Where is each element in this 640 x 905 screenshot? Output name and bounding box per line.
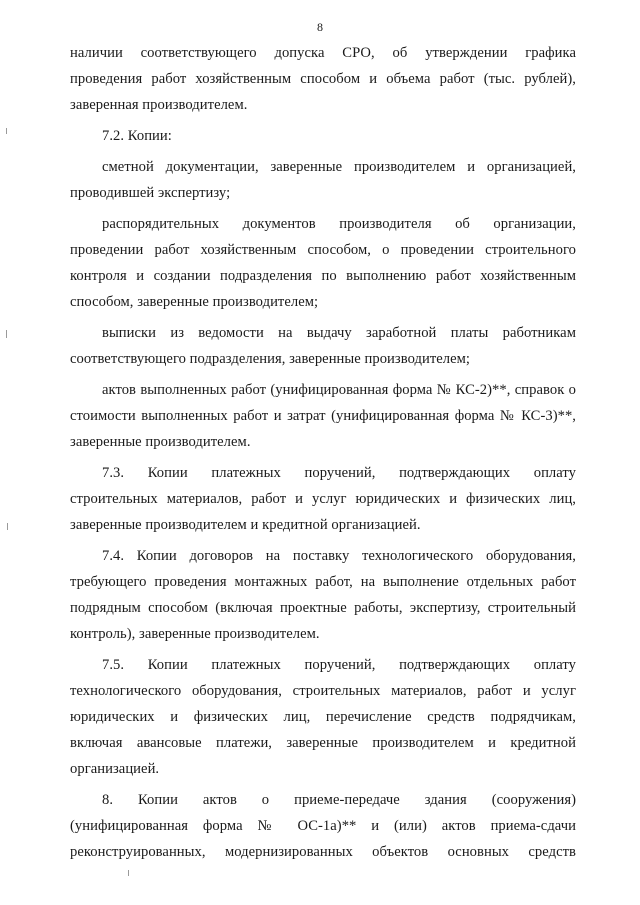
paragraph [70, 377, 576, 455]
text-line: подрядным способом (включая проектные работы, экспертизу, строительный [70, 600, 576, 616]
scan-mark [6, 128, 7, 134]
text-line: соответствующего подразделения, заверенные производителем; [70, 351, 471, 367]
text-line: стоимости выполненных работ и затрат (унифицированная форма № КС-3)**, [70, 408, 576, 424]
text-line: проводившей экспертизу; [70, 185, 231, 201]
text-line: 7.4. Копии договоров на поставку технологического оборудования, [102, 548, 576, 564]
text-line: сметной документации, заверенные производителем и организацией, [102, 159, 576, 175]
paragraph [70, 211, 576, 315]
text-line: реконструированных, модернизированных объектов основных средств [70, 844, 576, 860]
text-line: 7.3. Копии платежных поручений, подтверждающих оплату [102, 465, 576, 481]
text-line: строительных материалов, работ и услуг юридических и физических лиц, [70, 491, 576, 507]
text-line: выписки из ведомости на выдачу заработной платы работникам [102, 325, 576, 341]
text-line: включая авансовые платежи, заверенные производителем и кредитной [70, 735, 576, 751]
text-line: способом, заверенные производителем; [70, 294, 319, 310]
text-line: проведения работ хозяйственным способом и объема работ (тыс. рублей), [70, 71, 576, 87]
text-line: 7.5. Копии платежных поручений, подтверждающих оплату [102, 657, 576, 673]
text-line: заверенные производителем. [70, 434, 251, 450]
scan-mark [128, 870, 129, 876]
paragraph [70, 787, 576, 865]
paragraph [70, 40, 576, 118]
scan-mark [7, 523, 8, 530]
text-line: заверенные производителем и кредитной организацией. [70, 517, 421, 533]
text-line: организацией. [70, 761, 160, 777]
text-line: юридических и физических лиц, перечисление средств подрядчикам, [70, 709, 576, 725]
text-line: актов выполненных работ (унифицированная форма № КС-2)**, справок о [102, 382, 576, 398]
text-line: контроль), заверенные производителем. [70, 626, 320, 642]
document-body [70, 40, 576, 865]
paragraph [70, 460, 576, 538]
text-line: 8. Копии актов о приеме-передаче здания (сооружения) [102, 792, 576, 808]
paragraph [70, 652, 576, 782]
text-line: технологического оборудования, строительных материалов, работ и услуг [70, 683, 576, 699]
page-number: 8 [317, 20, 323, 34]
text-line: (унифицированная форма № ОС-1а)** и (или) актов приема-сдачи [70, 818, 576, 834]
scan-mark [6, 330, 7, 338]
text-line: требующего проведения монтажных работ, на выполнение отдельных работ [70, 574, 576, 590]
paragraph [70, 154, 576, 206]
text-line: распорядительных документов производителя об организации, [102, 216, 576, 232]
paragraph [70, 543, 576, 647]
text-line: проведении работ хозяйственным способом, о проведении строительного [70, 242, 576, 258]
text-line: заверенная производителем. [70, 97, 248, 113]
paragraph [70, 123, 576, 149]
paragraph [70, 320, 576, 372]
text-line: наличии соответствующего допуска СРО, об утверждении графика [70, 45, 576, 61]
text-line: 7.2. Копии: [102, 128, 172, 144]
text-line: контроля и создании подразделения по выполнению работ хозяйственным [70, 268, 576, 284]
